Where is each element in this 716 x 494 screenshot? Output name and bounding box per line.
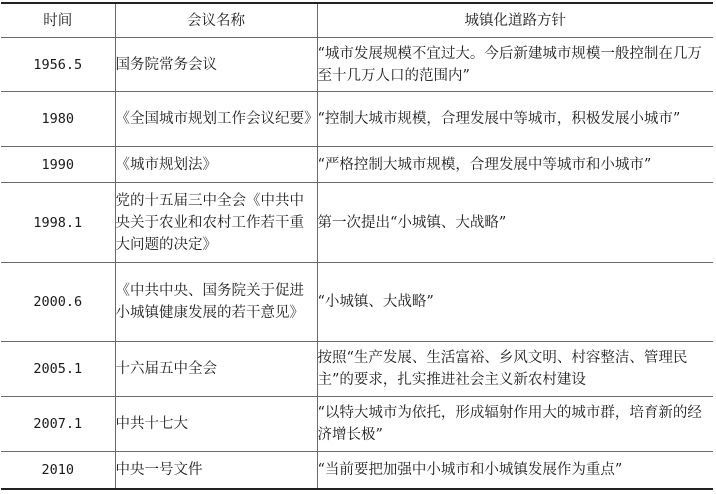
table-row xyxy=(1,38,713,92)
policy-cell: “小城镇、大战略” xyxy=(317,263,713,342)
policy-cell: “严格控制大城市规模，合理发展中等城市和小城市” xyxy=(317,147,713,183)
time-cell: 2005.1 xyxy=(1,342,115,397)
time-cell: 1956.5 xyxy=(1,38,115,92)
policy-cell: “以特大城市为依托，形成辐射作用大的城市群，培育新的经济增长极” xyxy=(317,397,713,452)
policy-cell: “当前要把加强中小城市和小城镇发展作为重点” xyxy=(317,452,713,489)
table-row xyxy=(1,147,713,183)
policy-cell: 第一次提出“小城镇、大战略” xyxy=(317,183,713,263)
time-cell: 1990 xyxy=(1,147,115,183)
meeting-cell: 《城市规划法》 xyxy=(115,147,317,183)
meeting-cell: 党的十五届三中全会《中共中央关于农业和农村工作若干重大问题的决定》 xyxy=(115,183,317,263)
header-time: 时间 xyxy=(1,3,115,38)
meeting-cell: 《中共中央、国务院关于促进小城镇健康发展的若干意见》 xyxy=(115,263,317,342)
meeting-cell: 国务院常务会议 xyxy=(115,38,317,92)
time-cell: 2010 xyxy=(1,452,115,489)
time-cell: 2000.6 xyxy=(1,263,115,342)
table-row xyxy=(1,452,713,489)
meeting-cell: 《全国城市规划工作会议纪要》 xyxy=(115,92,317,147)
policy-cell: “城市发展规模不宜过大。今后新建城市规模一般控制在几万至十几万人口的范围内” xyxy=(317,38,713,92)
urbanization-policy-table xyxy=(1,2,713,490)
table-header-row xyxy=(1,3,713,38)
table-row xyxy=(1,263,713,342)
header-policy: 城镇化道路方针 xyxy=(317,3,713,38)
policy-cell: “控制大城市规模，合理发展中等城市，积极发展小城市” xyxy=(317,92,713,147)
policy-cell: 按照“生产发展、生活富裕、乡风文明、村容整洁、管理民主”的要求，扎实推进社会主义新农村建设 xyxy=(317,342,713,397)
table-row xyxy=(1,183,713,263)
meeting-cell: 中央一号文件 xyxy=(115,452,317,489)
meeting-cell: 十六届五中全会 xyxy=(115,342,317,397)
meeting-cell: 中共十七大 xyxy=(115,397,317,452)
table-row xyxy=(1,92,713,147)
time-cell: 1980 xyxy=(1,92,115,147)
header-meeting: 会议名称 xyxy=(115,3,317,38)
table-row xyxy=(1,397,713,452)
table-row xyxy=(1,342,713,397)
time-cell: 2007.1 xyxy=(1,397,115,452)
time-cell: 1998.1 xyxy=(1,183,115,263)
